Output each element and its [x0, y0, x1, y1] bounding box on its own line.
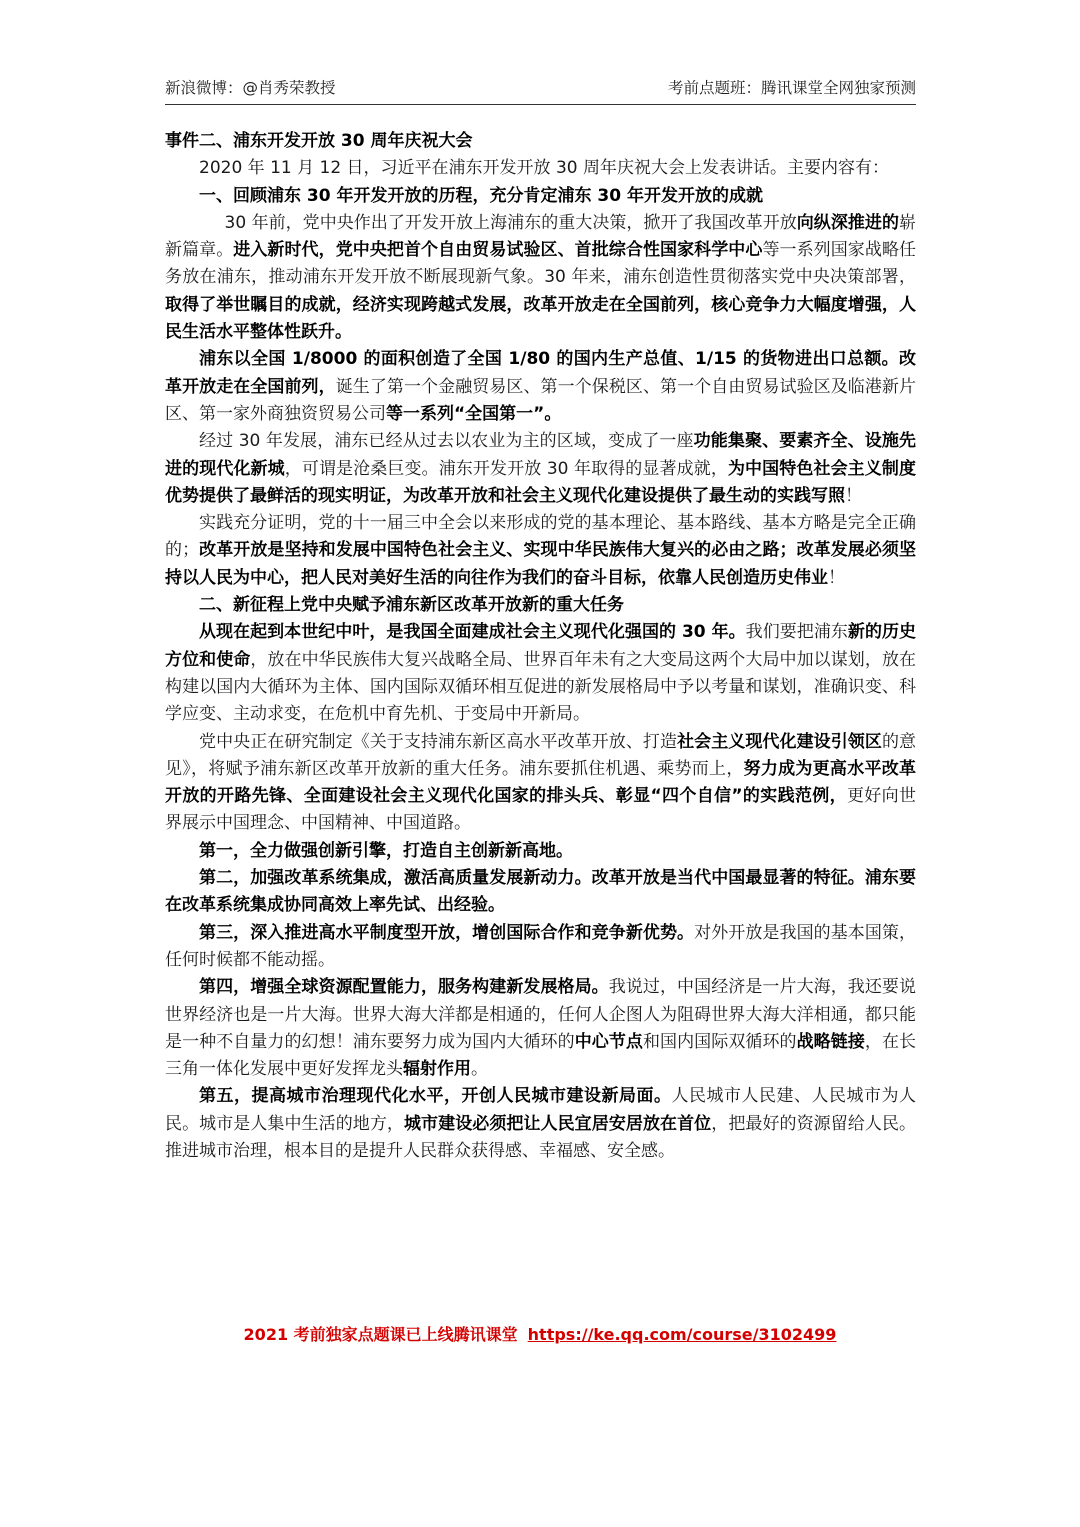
bold-text: 浦东以全国 1/8000 的面积创造了全国 1/80 的国内生产总值、1/15 的货物进出口总额。改革开放走在全国前列， — [165, 349, 916, 397]
header-weibo: 新浪微博：@肖秀荣教授 — [165, 79, 336, 97]
text-run: 。 — [471, 1059, 488, 1080]
text-run: 崭新篇章。 — [165, 212, 916, 261]
text-run: 党中央正在研究制定《关于支持浦东新区高水平改革开放、打造 — [199, 731, 678, 752]
paragraph — [165, 1083, 916, 1165]
text-run: ，把最好的资源留给人民。推进城市治理，根本目的是提升人民群众获得感、幸福感、安全感。 — [165, 1113, 917, 1161]
course-link[interactable]: https://ke.qq.com/course/3102499 — [527, 1325, 837, 1344]
paragraph — [165, 428, 916, 510]
bold-text: 一、回顾浦东 30 年开发开放的历程，充分肯定浦东 30 年开发开放的成就 — [199, 185, 763, 206]
section-heading — [165, 128, 916, 155]
paragraph — [165, 838, 916, 865]
bold-text: 努力成为更高水平改革开放的开路先锋、全面建设社会主义现代化国家的排头兵、彰显“四个自信”的实践范例， — [165, 758, 917, 807]
bold-text: 事件二、浦东开发开放 30 周年庆祝大会 — [165, 131, 473, 151]
text-run: ！ — [845, 485, 862, 506]
text-run: 2020 年 11 月 12 日，习近平在浦东开发开放 30 周年庆祝大会上发表讲话。主要内容有： — [199, 158, 889, 179]
text-run: 诞生了第一个金融贸易区、第一个保税区、第一个自由贸易试验区及临港新片区、第一家外商独资贸易公司 — [165, 376, 917, 424]
paragraph — [165, 346, 916, 428]
bold-text: 中心节点 — [574, 1031, 643, 1052]
bold-text: 等一系列“全国第一”。 — [386, 403, 562, 424]
paragraph — [165, 155, 916, 182]
bold-text: 第四，增强全球资源配置能力，服务构建新发展格局。 — [199, 977, 609, 998]
bold-text: 辐射作用 — [403, 1059, 471, 1080]
text-run: ，在长三角一体化发展中更好发挥龙头 — [165, 1031, 917, 1080]
paragraph — [165, 920, 916, 975]
paragraph — [165, 592, 916, 619]
text-run: 我说过，中国经济是一片大海，我还要说世界经济也是一片大海。世界大海大洋都是相通的，任何人企图人为阻碍世界大海大洋相通，都只能是一种不自量力的幻想！浦东要努力成为国内大循环的 — [165, 977, 917, 1052]
bold-text: 社会主义现代化建设引领区 — [677, 731, 882, 752]
text-run: 我们要把浦东 — [745, 622, 848, 643]
text-run: 实践充分证明，党的十一届三中全会以来形成的党的基本理论、基本路线、基本方略是完全正确的； — [165, 513, 916, 561]
header-course: 考前点题班：腾讯课堂全网独家预测 — [667, 79, 916, 97]
bold-text: 从现在起到本世纪中叶，是我国全面建成社会主义现代化强国的 30 年。 — [199, 622, 746, 643]
bold-text: 第一，全力做强创新引擎，打造自主创新新高地。 — [199, 840, 573, 861]
paragraph — [165, 510, 916, 592]
bold-text: 改革开放是坚持和发展中国特色社会主义、实现中华民族伟大复兴的必由之路；改革发展必须坚持以人民为中心，把人民对美好生活的向往作为我们的奋斗目标，依靠人民创造历史伟业 — [165, 540, 917, 588]
paragraph — [165, 210, 916, 346]
bold-text: 第三，深入推进高水平制度型开放，增创国际合作和竞争新优势。 — [199, 922, 695, 943]
text-run: ！ — [828, 567, 845, 588]
paragraph — [165, 183, 916, 210]
bold-text: 第五，提高城市治理现代化水平，开创人民城市建设新局面。 — [199, 1086, 672, 1107]
paragraph — [165, 729, 916, 838]
bold-text: 功能集聚、要素齐全、设施先进的现代化新城 — [165, 431, 916, 479]
text-run: 的意见》，将赋予浦东新区改革开放新的重大任务。浦东要抓住机遇、乘势而上， — [165, 731, 917, 779]
paragraph — [165, 974, 916, 1083]
text-run: ，放在中华民族伟大复兴战略全局、世界百年未有之大变局这两个大局中加以谋划，放在构建以国内大循环为主体、国内国际双循环相互促进的新发展格局中予以考量和谋划，准确识变、科学应变、主动求变，在危机中育先机、于变局中开新局。 — [165, 649, 917, 725]
promo-text: 2021 考前独家点题课已上线腾讯课堂 — [243, 1325, 518, 1344]
bold-text: 取得了举世瞩目的成就，经济实现跨越式发展，改革开放走在全国前列，核心竞争力大幅度增强，人民生活水平整体性跃升。 — [165, 294, 916, 343]
page-header — [165, 76, 916, 105]
document-body — [165, 128, 916, 1165]
bold-text: 二、新征程上党中央赋予浦东新区改革开放新的重大任务 — [199, 595, 624, 616]
promo-footer — [0, 1322, 1080, 1345]
bold-text: 进入新时代，党中央把首个自由贸易试验区、首批综合性国家科学中心 — [233, 240, 763, 261]
text-run: 对外开放是我国的基本国策，任何时候都不能动摇。 — [165, 922, 917, 970]
bold-text: 战略链接 — [796, 1031, 865, 1052]
bold-text: 向纵深推进的 — [796, 212, 899, 233]
paragraph — [165, 865, 916, 920]
text-run: 经过 30 年发展，浦东已经从过去以农业为主的区域，变成了一座 — [199, 431, 694, 452]
text-run: 人民城市人民建、人民城市为人民。城市是人集中生活的地方， — [165, 1086, 916, 1134]
text-run: 30 年前，党中央作出了开发开放上海浦东的重大决策，掀开了我国改革开放 — [224, 212, 797, 233]
bold-text: 为中国特色社会主义制度优势提供了最鲜活的现实明证，为改革开放和社会主义现代化建设提供了最生动的实践写照 — [165, 458, 916, 506]
text-run: 更好向世界展示中国理念、中国精神、中国道路。 — [165, 786, 916, 834]
text-run: 等一系列国家战略任务放在浦东，推动浦东开发开放不断展现新气象。30 年来，浦东创造性贯彻落实党中央决策部署， — [165, 240, 917, 288]
bold-text: 第二，加强改革系统集成，激活高质量发展新动力。改革开放是当代中国最显著的特征。浦东要在改革系统集成协同高效上率先试、出经验。 — [165, 868, 916, 916]
text-run: 和国内国际双循环的 — [642, 1031, 797, 1052]
text-run: ，可谓是沧桑巨变。浦东开发开放 30 年取得的显著成就， — [284, 458, 728, 479]
bold-text: 新的历史方位和使命 — [165, 622, 917, 670]
bold-text: 城市建设必须把让人民宜居安居放在首位 — [403, 1113, 712, 1134]
paragraph — [165, 619, 916, 728]
